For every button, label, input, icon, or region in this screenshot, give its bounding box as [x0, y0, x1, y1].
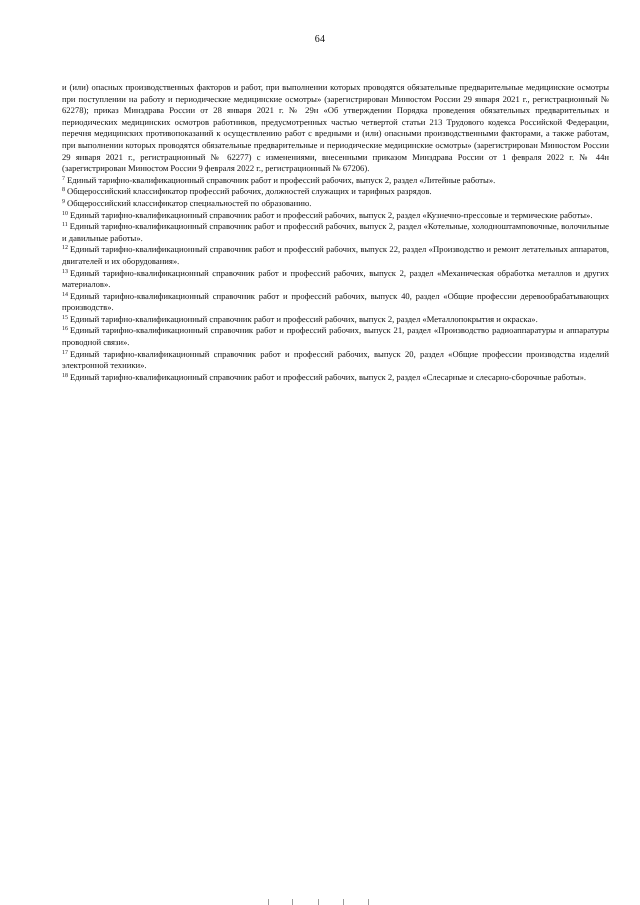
footnote-text: Общероссийский классификатор специальностей по образованию.	[67, 197, 312, 208]
scan-mark	[343, 899, 344, 905]
footnote	[62, 325, 609, 348]
footnote	[62, 210, 609, 222]
footnote	[62, 372, 609, 384]
footnote-number: 8	[62, 187, 65, 194]
footnote-number: 14	[62, 291, 68, 298]
intro-paragraph: и (или) опасных производственных факторов и работ, при выполнении которых проводятся обязательные предварительные медицинские осмотры при поступлении на работу и периодические медицинские осмотры» (зарегистрирован Минюстом России 29 января 2021 г., регистрационный № 62278); приказ Минздрава России от 28 января 2021 г. № 29н «Об утверждении Порядка проведения обязательных предварительных и периодических медицинских осмотров работников, предусмотренных частью четвертой статьи 213 Трудового кодекса Российской Федерации, перечня медицинских противопоказаний к осуществлению работ с вредными и (или) опасными производственными факторами, а также работам, при выполнении которых проводятся обязательные предварительные и периодические медицинские осмотры» (зарегистрирован Минюстом России 29 января 2021 г., регистрационный № 62277) с изменениями, внесенными приказом Минздрава России от 1 февраля 2022 г. № 44н (зарегистрирован Минюстом России 9 февраля 2022 г., регистрационный № 67206).	[62, 82, 609, 174]
footnote	[62, 186, 609, 198]
footnote-number: 16	[62, 326, 68, 333]
scan-edge-marks	[0, 897, 640, 905]
footnote-text: Общероссийский классификатор профессий рабочих, должностей служащих и тарифных разрядов.	[67, 186, 432, 197]
footnote-number: 17	[62, 349, 68, 356]
footnote-text: Единый тарифно-квалификационный справочник работ и профессий рабочих, выпуск 22, раздел «Производство и ремонт летательных аппаратов, двигателей и их оборудования».	[62, 244, 609, 266]
footnote-text: Единый тарифно-квалификационный справочник работ и профессий рабочих, выпуск 20, раздел «Общие профессии производства изделий электронной техники».	[62, 348, 609, 371]
page-body	[62, 82, 609, 383]
footnote-text: Единый тарифно-квалификационный справочник работ и профессий рабочих, выпуск 2, раздел «Слесарные и слесарно-сборочные работы».	[70, 371, 587, 382]
footnote-number: 10	[62, 210, 68, 217]
footnote-text: Единый тарифно-квалификационный справочник работ и профессий рабочих, выпуск 40, раздел «Общие профессии деревообрабатывающих производств».	[62, 290, 609, 313]
footnote-text: Единый тарифно-квалификационный справочник работ и профессий рабочих, выпуск 2, раздел «Кузнечно-прессовые и термические работы».	[70, 209, 593, 220]
footnote	[62, 291, 609, 314]
footnote-number: 12	[62, 245, 68, 252]
footnote	[62, 268, 609, 291]
footnote	[62, 198, 609, 210]
footnote-text: Единый тарифно-квалификационный справочник работ и профессий рабочих, выпуск 2, раздел «Металлопокрытия и окраска».	[70, 313, 538, 324]
scan-mark	[268, 899, 269, 905]
footnote	[62, 314, 609, 326]
scan-mark	[318, 899, 319, 905]
footnote-number: 9	[62, 198, 65, 205]
footnote-text: Единый тарифно-квалификационный справочник работ и профессий рабочих, выпуск 21, раздел «Производство радиоаппаратуры и аппаратуры проводной связи».	[62, 325, 609, 348]
footnote-number: 13	[62, 268, 68, 275]
page-number: 64	[314, 34, 326, 45]
footnote-number: 15	[62, 314, 68, 321]
footnote	[62, 244, 609, 267]
footnote-number: 7	[62, 175, 65, 182]
footnote-number: 11	[62, 222, 68, 229]
footnote-text: Единый тарифно-квалификационный справочник работ и профессий рабочих, выпуск 2, раздел «Котельные, холодноштамповочные, волочильные и давильные работы».	[62, 221, 609, 243]
footnote	[62, 175, 609, 187]
footnote-text: Единый тарифно-квалификационный справочник работ и профессий рабочих, выпуск 2, раздел «Литейные работы».	[67, 174, 496, 185]
footnote-number: 18	[62, 372, 68, 379]
scan-mark	[292, 899, 293, 905]
footnote-text: Единый тарифно-квалификационный справочник работ и профессий рабочих, выпуск 2, раздел «Механическая обработка металлов и других материалов».	[62, 267, 609, 290]
footnote	[62, 349, 609, 372]
footnote	[62, 221, 609, 244]
scan-mark	[368, 899, 369, 905]
